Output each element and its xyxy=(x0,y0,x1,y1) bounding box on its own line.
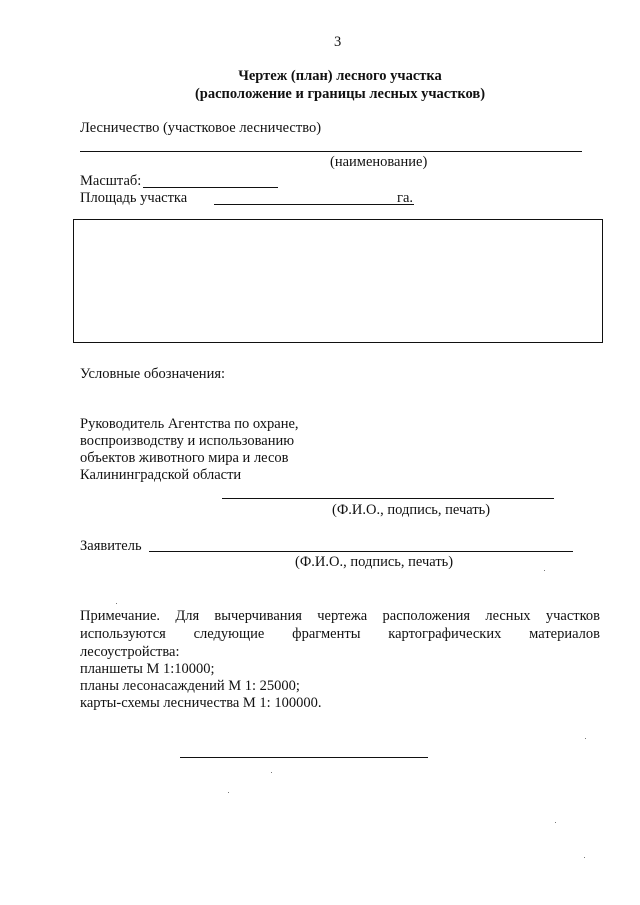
head-signature-caption: (Ф.И.О., подпись, печать) xyxy=(332,502,491,518)
area-unit: га. xyxy=(397,190,414,206)
applicant-signature-line[interactable] xyxy=(149,551,573,552)
forestry-name-line[interactable] xyxy=(80,151,582,152)
note-line-1: Примечание. Для вычерчивания чертежа расположения лесных участков xyxy=(80,608,600,624)
scale-line[interactable] xyxy=(143,187,278,188)
note-item-2: планы лесонасаждений М 1: 25000; xyxy=(80,678,300,694)
scan-speck xyxy=(271,772,272,773)
note-line-3: лесоустройства: xyxy=(80,644,180,660)
scan-speck xyxy=(544,570,545,571)
scale-label: Масштаб: xyxy=(80,173,142,189)
applicant-label: Заявитель xyxy=(80,538,142,554)
note-item-1: планшеты М 1:10000; xyxy=(80,661,215,677)
head-line-2: воспроизводству и использованию xyxy=(80,433,295,449)
page-number: 3 xyxy=(334,34,342,50)
head-line-4: Калининградской области xyxy=(80,467,242,483)
scan-speck xyxy=(555,822,556,823)
title-line-1: Чертеж (план) лесного участка xyxy=(238,68,442,84)
title-line-2: (расположение и границы лесных участков) xyxy=(194,86,486,102)
scan-speck xyxy=(228,792,229,793)
scan-speck xyxy=(116,603,117,604)
applicant-signature-caption: (Ф.И.О., подпись, печать) xyxy=(295,554,454,570)
head-signature-line[interactable] xyxy=(222,498,554,499)
drawing-box xyxy=(73,219,603,343)
scan-speck xyxy=(584,857,585,858)
head-line-3: объектов животного мира и лесов xyxy=(80,450,289,466)
forestry-label: Лесничество (участковое лесничество) xyxy=(80,120,322,136)
legend-label: Условные обозначения: xyxy=(80,366,226,382)
note-line-2: используются следующие фрагменты картографических материалов xyxy=(80,626,600,642)
forestry-name-caption: (наименование) xyxy=(330,154,428,170)
closing-rule xyxy=(180,757,428,758)
head-line-1: Руководитель Агентства по охране, xyxy=(80,416,299,432)
note-item-3: карты-схемы лесничества М 1: 100000. xyxy=(80,695,322,711)
area-label: Площадь участка xyxy=(80,190,188,206)
area-line[interactable] xyxy=(214,204,414,205)
scan-speck xyxy=(585,738,586,739)
